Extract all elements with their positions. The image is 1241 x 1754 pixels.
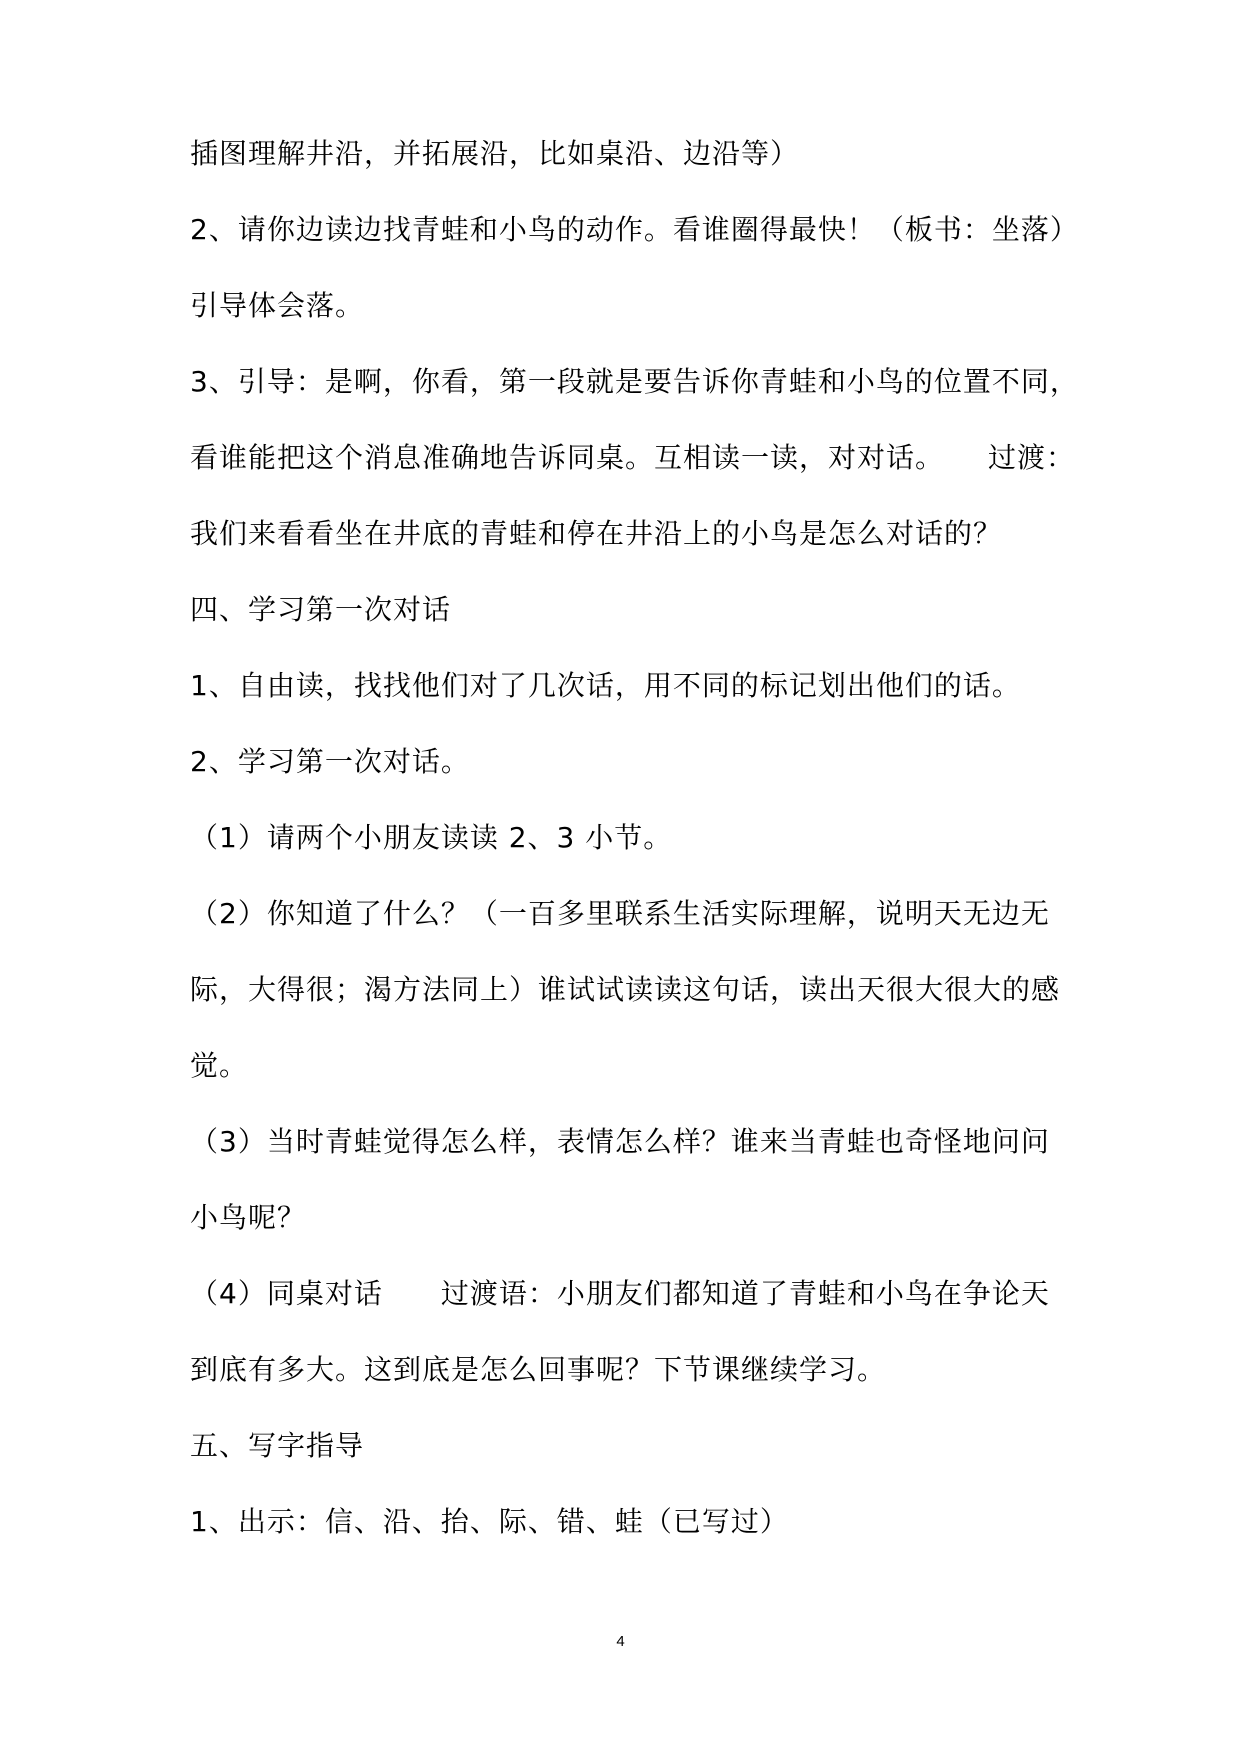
text-line-3: 引导体会落。 [190, 289, 365, 322]
text-line-13: 觉。 [190, 1049, 249, 1082]
text-line-17: 到底有多大。这到底是怎么回事呢？下节课继续学习。 [190, 1353, 887, 1386]
text-line-5: 看谁能把这个消息准确地告诉同桌。互相读一读，对对话。 过渡： [190, 441, 1076, 474]
text-line-19: 1、出示：信、沿、抬、际、错、蛙（已写过） [190, 1505, 789, 1538]
section-heading-4: 四、学习第一次对话 [190, 593, 452, 626]
page-number: 4 [616, 1633, 625, 1650]
section-heading-5: 五、写字指导 [190, 1429, 365, 1462]
text-line-15: 小鸟呢？ [190, 1201, 307, 1234]
text-line-9: 2、学习第一次对话。 [190, 745, 470, 778]
text-line-8: 1、自由读，找找他们对了几次话，用不同的标记划出他们的话。 [190, 669, 1021, 702]
text-line-10: （1）请两个小朋友读读 2、3 小节。 [190, 821, 673, 854]
text-line-14: （3）当时青蛙觉得怎么样，表情怎么样？谁来当青蛙也奇怪地问问 [190, 1125, 1050, 1158]
text-line-4: 3、引导：是啊，你看，第一段就是要告诉你青蛙和小鸟的位置不同， [190, 365, 1079, 398]
text-line-12: 际，大得很；渴方法同上）谁试试读读这句话，读出天很大很大的感 [190, 973, 1061, 1006]
text-line-6: 我们来看看坐在井底的青蛙和停在井沿上的小鸟是怎么对话的？ [190, 517, 1003, 550]
text-line-2: 2、请你边读边找青蛙和小鸟的动作。看谁圈得最快！（板书：坐落） [190, 213, 1079, 246]
text-line-16: （4）同桌对话 过渡语：小朋友们都知道了青蛙和小鸟在争论天 [190, 1277, 1050, 1310]
text-line-11: （2）你知道了什么？（一百多里联系生活实际理解，说明天无边无 [190, 897, 1050, 930]
text-line-1: 插图理解井沿，并拓展沿，比如桌沿、边沿等） [190, 137, 800, 170]
